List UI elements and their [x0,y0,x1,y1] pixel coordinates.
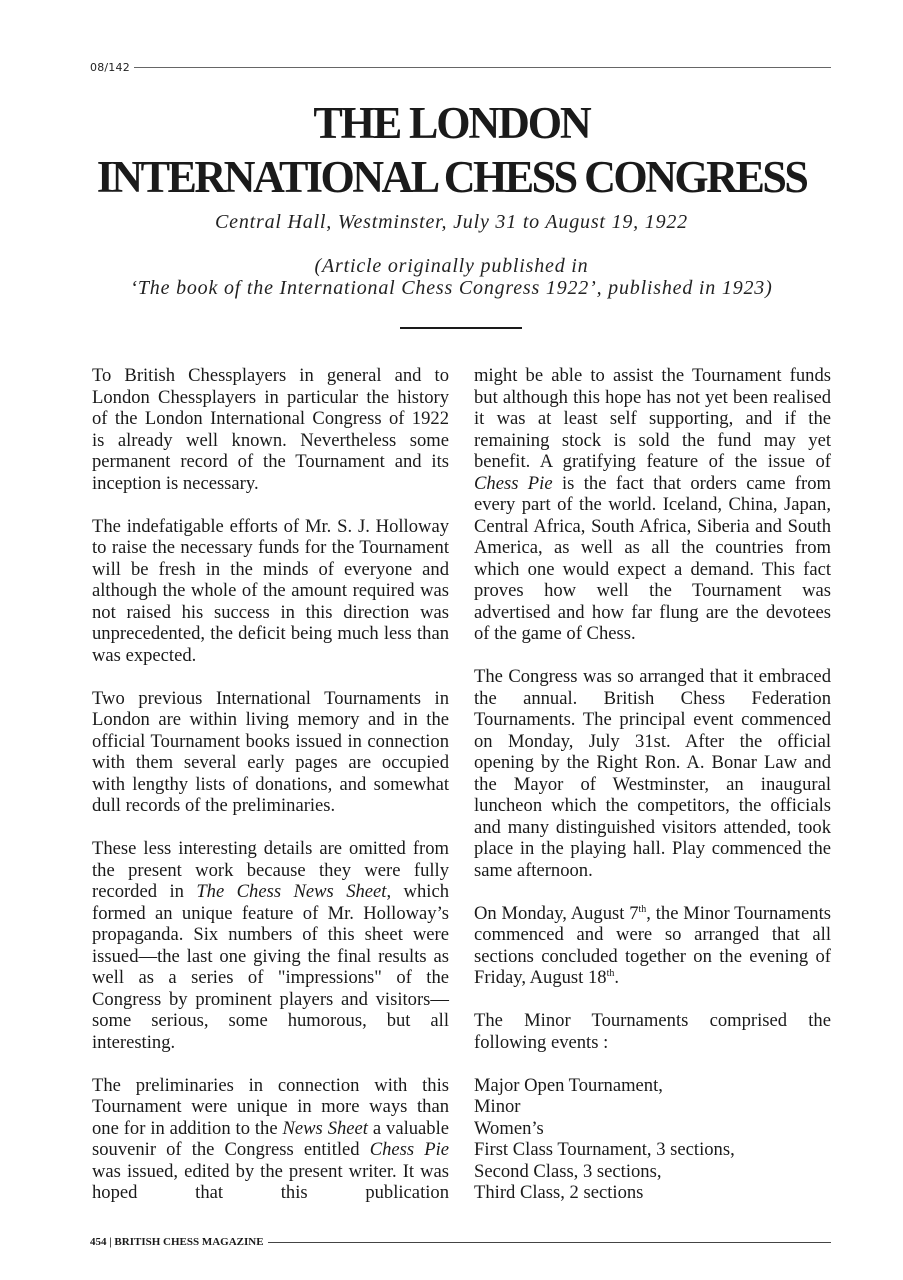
paragraph [92,838,449,1053]
events-list [474,1075,831,1204]
italic-title: Chess Pie [474,472,553,494]
italic-title: Chess Pie [369,1139,449,1160]
text-run: , the Minor Tournaments commenced and were so arranged that all sections concluded together on the evening of Friday, August 18 [474,902,831,988]
italic-title: The Chess News Sheet [196,881,387,902]
paragraph: To British Chessplayers in general and to London Chessplayers in particular the history of the London International Congress of 1922 is already well known. Nevertheless some permanent record of the Tournament and its inception is necessary. [92,365,449,494]
text-run: The preliminaries in connection with this Tournament were unique in more ways than one for in addition to the [92,1074,449,1139]
page-counter: 08/142 [90,60,130,74]
publication-note-line-1: (Article originally published in [314,255,589,277]
paragraph [92,1075,449,1204]
publication-note [0,255,903,299]
superscript: th [606,968,615,979]
list-item: Second Class, 3 sections, [474,1160,662,1182]
paragraph: The Congress was so arranged that it embraced the annual. British Chess Federation Tournaments. The principal event commenced on Monday, July 31st. After the official opening by the Right Ron. A. Bonar Law and the Mayor of Westminster, an inaugural luncheon which the competitors, the officials and many distinguished visitors attended, took place in the playing hall. Play commenced the same afternoon. [474,666,831,881]
publication-note-line-2: ‘The book of the International Chess Congress 1922’, published in 1923) [130,277,773,299]
list-item: Women’s [474,1117,544,1139]
article-title-line-1: THE LONDON [313,98,590,148]
paragraph [474,365,831,645]
page-header [90,60,831,74]
paragraph: The Minor Tournaments comprised the following events : [474,1010,831,1053]
text-run: a valuable souvenir of the Congress entitled [92,1117,449,1160]
paragraph: Two previous International Tournaments in London are within living memory and in the official Tournament books issued in connection with them several early pages are occupied with lengthy lists of donations, and somewhat dull records of the preliminaries. [92,687,449,816]
list-item: Major Open Tournament, [474,1074,663,1096]
paragraph [474,903,831,989]
text-run: These less interesting details are omitted from the present work because they were fully recorded in [92,838,449,902]
list-item: Minor [474,1096,521,1117]
article-subtitle: Central Hall, Westminster, July 31 to August 19, 1922 [215,211,688,233]
text-run: . [614,967,620,988]
title-divider [400,327,522,329]
text-run: is the fact that orders came from every part of the world. Iceland, China, Japan, Central Africa, South Africa, Siberia and South America, as well as all the countries from which one would expect a demand. This fact proves how well the Tournament was advertised and how far flung are the devotees of the game of Chess. [474,472,831,644]
left-column [92,365,449,1204]
text-run: , which formed an unique feature of Mr. Holloway’s propaganda. Six numbers of this sheet were issued—the last one giving the final results as well as a series of "impressions" of the Congress by prominent players and visitors—some serious, some humorous, but all interesting. [92,881,449,1053]
superscript: th [638,903,647,915]
header-rule [134,67,831,68]
text-run: might be able to assist the Tournament funds but although this hope has not yet been realised it was at least self supporting, and if the remaining stock is sold the fund may yet benefit. A gratifying feature of the issue of [474,365,831,472]
footer-text: 454 | BRITISH CHESS MAGAZINE [90,1236,264,1248]
text-run: was issued, edited by the present writer. It was hoped that this publication [92,1160,449,1203]
footer-rule [268,1242,831,1243]
italic-title: News Sheet [282,1117,368,1139]
article-title-line-2: INTERNATIONAL CHESS CONGRESS [96,152,807,202]
list-item: First Class Tournament, 3 sections, [474,1139,735,1160]
page-footer [90,1235,831,1249]
text-run: On Monday, August 7 [474,902,639,924]
paragraph: The indefatigable efforts of Mr. S. J. Holloway to raise the necessary funds for the Tournament will be fresh in the minds of everyone and although the whole of the amount required was not raised his success in this direction was unprecedented, the deficit being much less than was expected. [92,515,449,666]
right-column [474,365,831,1204]
list-item: Third Class, 2 sections [474,1182,644,1203]
